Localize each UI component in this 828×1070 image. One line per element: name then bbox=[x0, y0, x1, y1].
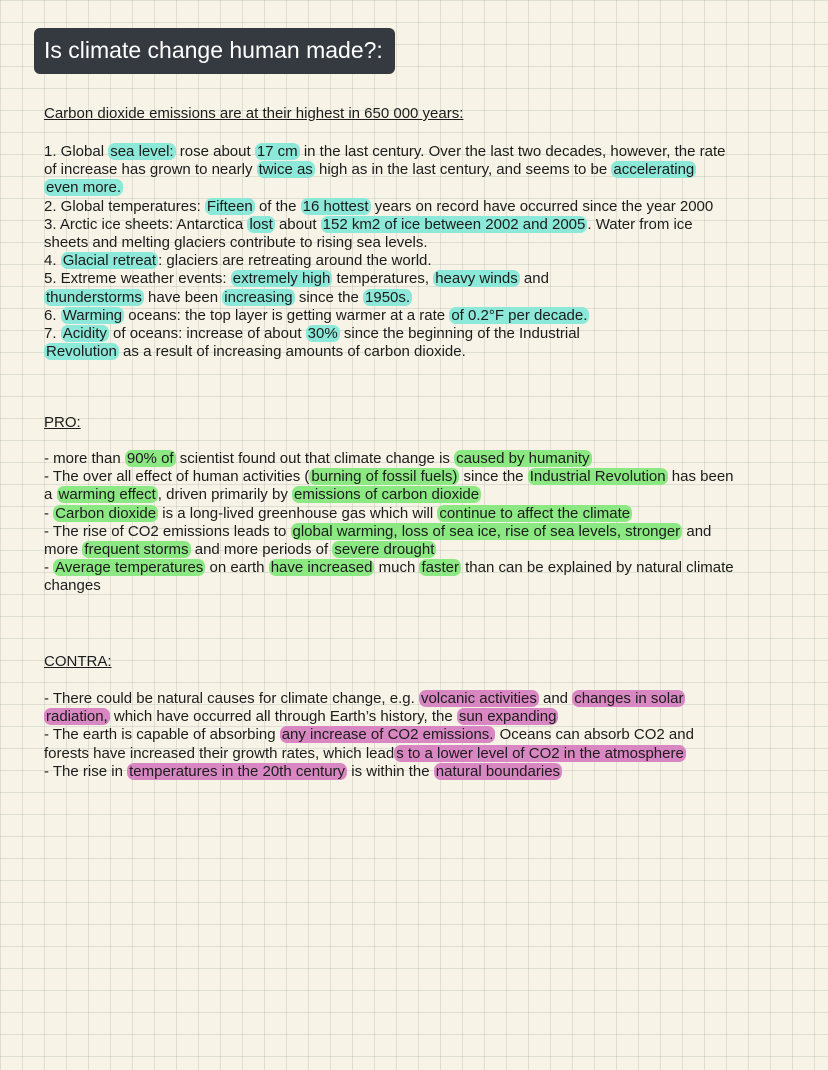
text-segment: Oceans can absorb CO2 and bbox=[495, 726, 694, 744]
highlighted-text: Acidity bbox=[62, 325, 107, 343]
text-segment: than can be explained by natural climate bbox=[460, 559, 734, 577]
pro-line bbox=[44, 559, 804, 577]
highlighted-text: Carbon dioxide bbox=[55, 504, 157, 522]
highlighted-text: Warming bbox=[62, 306, 123, 324]
pro-line bbox=[44, 523, 804, 541]
text-segment: sheets and melting glaciers contribute to rising sea levels. bbox=[44, 234, 428, 252]
highlighted-text: sun expanding bbox=[458, 708, 557, 726]
highlighted-text: s to a lower level of CO2 in the atmosphere bbox=[396, 744, 684, 762]
text-segment: - bbox=[44, 559, 54, 577]
text-segment: which have occurred all through Earth’s history, the bbox=[109, 708, 457, 726]
text-segment: as a result of increasing amounts of carbon dioxide. bbox=[118, 343, 466, 361]
highlighted-text: thunderstorms bbox=[46, 288, 142, 306]
pro-line bbox=[44, 450, 804, 468]
highlighted-text: emissions of carbon dioxide bbox=[293, 486, 480, 504]
contra-line bbox=[44, 745, 804, 763]
highlighted-text: twice as bbox=[258, 161, 313, 179]
pro-line bbox=[44, 505, 804, 523]
text-segment: has been bbox=[667, 468, 734, 486]
highlighted-text: temperatures in the 20th century bbox=[129, 762, 346, 780]
intro-line bbox=[44, 307, 804, 325]
highlighted-text: heavy winds bbox=[435, 270, 518, 288]
text-segment: since the bbox=[294, 288, 364, 306]
text-segment: about bbox=[274, 215, 321, 233]
intro-line bbox=[44, 234, 804, 252]
text-segment: - The rise in bbox=[44, 762, 128, 780]
highlighted-text: accelerating bbox=[613, 161, 695, 179]
intro-line bbox=[44, 343, 804, 361]
contra-heading: CONTRA: bbox=[44, 653, 112, 670]
contra-line bbox=[44, 726, 804, 744]
text-segment: and bbox=[538, 690, 573, 707]
intro-heading: Carbon dioxide emissions are at their highest in 650 000 years: bbox=[44, 105, 464, 122]
text-segment: . Water from ice bbox=[587, 215, 693, 233]
intro-paragraph bbox=[44, 143, 804, 361]
highlighted-text: global warming, loss of sea ice, rise of sea levels, stronger bbox=[292, 522, 681, 540]
text-segment: and more periods of bbox=[190, 541, 333, 559]
text-segment: - bbox=[44, 504, 54, 522]
intro-line bbox=[44, 216, 804, 234]
highlighted-text: 1950s. bbox=[365, 288, 411, 306]
pro-line bbox=[44, 486, 804, 504]
text-segment: temperatures, bbox=[332, 270, 434, 288]
pro-line bbox=[44, 541, 804, 559]
highlighted-text: 152 km2 of ice between 2002 and 2005 bbox=[322, 215, 586, 233]
intro-line bbox=[44, 161, 804, 179]
text-segment: 1. Global bbox=[44, 143, 109, 160]
text-segment: on earth bbox=[205, 559, 269, 577]
highlighted-text: frequent storms bbox=[84, 541, 189, 559]
contra-line bbox=[44, 690, 804, 708]
intro-line bbox=[44, 252, 804, 270]
text-segment: have been bbox=[143, 288, 223, 306]
intro-line bbox=[44, 289, 804, 307]
text-segment: 7. bbox=[44, 325, 61, 343]
text-segment: a bbox=[44, 486, 57, 504]
intro-line bbox=[44, 179, 804, 197]
text-segment: - The over all effect of human activities ( bbox=[44, 468, 310, 486]
highlighted-text: Industrial Revolution bbox=[529, 468, 666, 486]
pro-line bbox=[44, 577, 804, 595]
highlighted-text: Fifteen bbox=[206, 197, 253, 215]
text-segment: - The rise of CO2 emissions leads to bbox=[44, 522, 291, 540]
highlighted-text: 17 cm bbox=[256, 143, 298, 160]
highlighted-text: Glacial retreat bbox=[62, 252, 157, 270]
text-segment: 4. bbox=[44, 252, 61, 270]
highlighted-text: any increase of CO2 emissions. bbox=[281, 726, 494, 744]
text-segment: since the beginning of the Industrial bbox=[339, 325, 580, 343]
highlighted-text: of 0.2°F per decade. bbox=[451, 306, 588, 324]
text-segment: scientist found out that climate change is bbox=[175, 450, 455, 467]
text-segment: changes bbox=[44, 577, 101, 595]
text-segment: of the bbox=[254, 197, 301, 215]
highlighted-text: natural boundaries bbox=[435, 762, 561, 780]
text-segment: and bbox=[519, 270, 549, 288]
highlighted-text: extremely high bbox=[232, 270, 331, 288]
text-segment: - There could be natural causes for climate change, e.g. bbox=[44, 690, 419, 707]
highlighted-text: changes in solar bbox=[574, 690, 684, 707]
text-segment: of oceans: increase of about bbox=[108, 325, 306, 343]
page-title: Is climate change human made?: bbox=[34, 28, 395, 74]
text-segment: much bbox=[374, 559, 420, 577]
text-segment: of increase has grown to nearly bbox=[44, 161, 257, 179]
highlighted-text: 90% of bbox=[126, 450, 174, 467]
text-segment: is a long-lived greenhouse gas which will bbox=[158, 504, 438, 522]
highlighted-text: 30% bbox=[307, 325, 338, 343]
highlighted-text: caused by humanity bbox=[456, 450, 590, 467]
highlighted-text: faster bbox=[421, 559, 459, 577]
text-segment: : glaciers are retreating around the world. bbox=[158, 252, 432, 270]
highlighted-text: Average temperatures bbox=[55, 559, 204, 577]
text-segment: , driven primarily by bbox=[157, 486, 292, 504]
text-segment: in the last century. Over the last two decades, however, the rate bbox=[299, 143, 726, 160]
text-segment: 2. Global temperatures: bbox=[44, 197, 205, 215]
highlighted-text: increasing bbox=[224, 288, 293, 306]
contra-line bbox=[44, 708, 804, 726]
text-segment: oceans: the top layer is getting warmer at a rate bbox=[124, 306, 450, 324]
highlighted-text: warming effect bbox=[58, 486, 156, 504]
text-segment: since the bbox=[459, 468, 528, 486]
text-segment: - The earth is capable of absorbing bbox=[44, 726, 280, 744]
highlighted-text: have increased bbox=[270, 559, 373, 577]
highlighted-text: volcanic activities bbox=[420, 690, 537, 707]
intro-line bbox=[44, 270, 804, 288]
contra-line bbox=[44, 763, 804, 781]
highlighted-text: sea level: bbox=[110, 143, 174, 160]
highlighted-text: Revolution bbox=[46, 343, 117, 361]
highlighted-text: even more. bbox=[46, 179, 122, 197]
text-segment: forests have increased their growth rates, which lead bbox=[44, 744, 395, 762]
pro-line bbox=[44, 468, 804, 486]
text-segment: 5. Extreme weather events: bbox=[44, 270, 231, 288]
text-segment: - more than bbox=[44, 450, 125, 467]
text-segment: years on record have occurred since the year 2000 bbox=[370, 197, 714, 215]
pro-paragraph bbox=[44, 450, 804, 596]
pro-heading: PRO: bbox=[44, 414, 81, 431]
intro-line bbox=[44, 325, 804, 343]
text-segment: rose about bbox=[175, 143, 255, 160]
text-segment: high as in the last century, and seems to be bbox=[314, 161, 612, 179]
highlighted-text: continue to affect the climate bbox=[439, 504, 631, 522]
intro-line bbox=[44, 198, 804, 216]
text-segment: is within the bbox=[347, 762, 434, 780]
intro-line bbox=[44, 143, 804, 161]
text-segment: 6. bbox=[44, 306, 61, 324]
text-segment: 3. Arctic ice sheets: Antarctica bbox=[44, 215, 248, 233]
highlighted-text: radiation, bbox=[46, 708, 108, 726]
highlighted-text: severe drought bbox=[334, 541, 435, 559]
highlighted-text: burning of fossil fuels) bbox=[311, 468, 458, 486]
text-segment: and bbox=[682, 522, 712, 540]
highlighted-text: lost bbox=[249, 215, 273, 233]
highlighted-text: 16 hottest bbox=[302, 197, 369, 215]
contra-paragraph bbox=[44, 690, 804, 781]
text-segment: more bbox=[44, 541, 83, 559]
